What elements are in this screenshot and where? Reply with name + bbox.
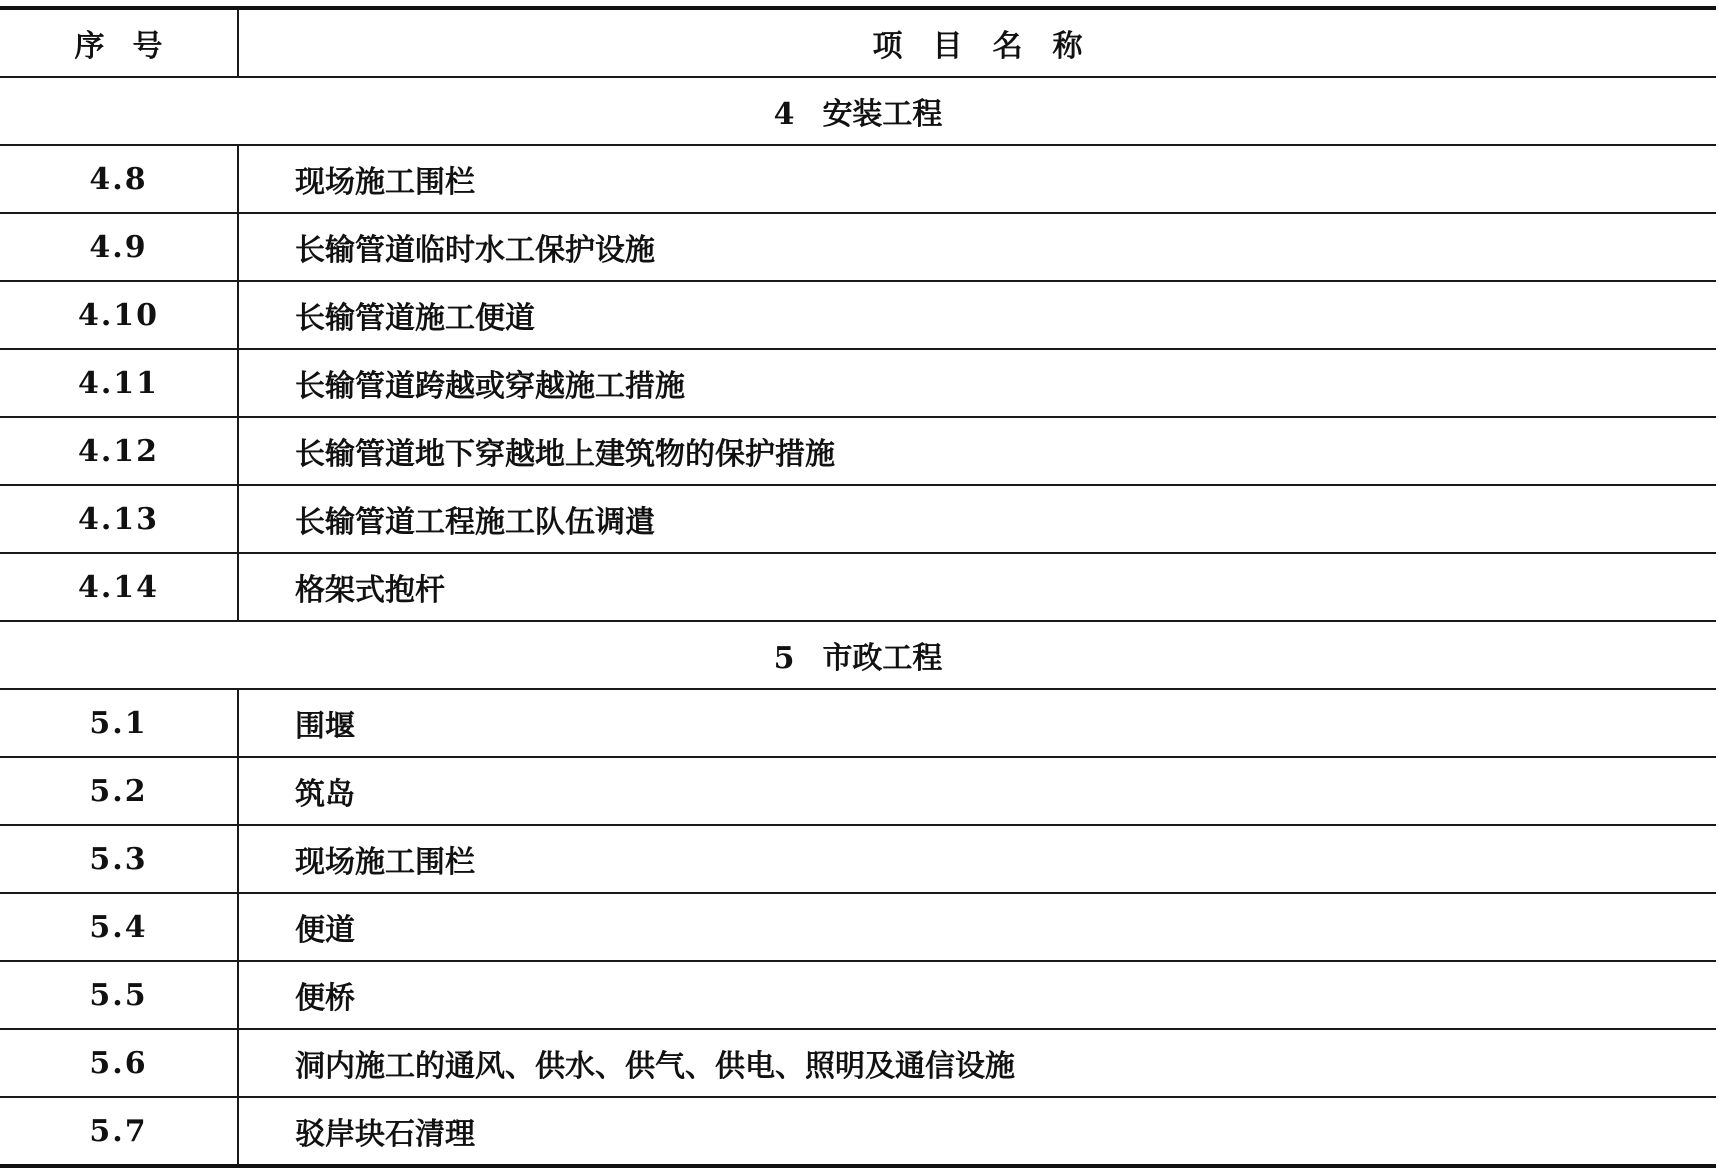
table-row: [0, 893, 1716, 961]
row-no: 4.13: [0, 485, 238, 553]
measures-table: [0, 6, 1716, 1168]
table-row: [0, 417, 1716, 485]
row-name: 现场施工围栏: [238, 145, 1716, 213]
table-row: [0, 825, 1716, 893]
row-name: 便桥: [238, 961, 1716, 1029]
row-no: 5.2: [0, 757, 238, 825]
section-number: 5: [773, 641, 795, 676]
row-no: 5.7: [0, 1097, 238, 1166]
row-name: 围堰: [238, 689, 1716, 757]
row-no: 5.5: [0, 961, 238, 1029]
row-no: 4.11: [0, 349, 238, 417]
row-name: 驳岸块石清理: [238, 1097, 1716, 1166]
section-number: 4: [773, 97, 795, 132]
table-row: [0, 213, 1716, 281]
row-name: 长输管道临时水工保护设施: [238, 213, 1716, 281]
section-row: [0, 77, 1716, 145]
section-title: 安装工程: [822, 97, 943, 132]
table-row: [0, 553, 1716, 621]
row-no: 5.3: [0, 825, 238, 893]
table-row: [0, 281, 1716, 349]
header-name: 项目名称: [238, 8, 1716, 77]
row-name: 便道: [238, 893, 1716, 961]
table-row: [0, 145, 1716, 213]
row-no: 5.1: [0, 689, 238, 757]
table-row: [0, 1029, 1716, 1097]
row-no: 4.10: [0, 281, 238, 349]
table-row: [0, 1097, 1716, 1166]
table-row: [0, 485, 1716, 553]
table-body: [0, 77, 1716, 1166]
section-row: [0, 621, 1716, 689]
row-name: 洞内施工的通风、供水、供气、供电、照明及通信设施: [238, 1029, 1716, 1097]
row-no: 4.8: [0, 145, 238, 213]
table-row: [0, 757, 1716, 825]
row-name: 现场施工围栏: [238, 825, 1716, 893]
row-name: 筑岛: [238, 757, 1716, 825]
row-no: 5.4: [0, 893, 238, 961]
section-title: 市政工程: [822, 641, 943, 676]
row-name: 格架式抱杆: [238, 553, 1716, 621]
table-row: [0, 961, 1716, 1029]
header-no: 序号: [0, 8, 238, 77]
table-row: [0, 689, 1716, 757]
section-heading: [0, 77, 1716, 145]
row-no: 4.12: [0, 417, 238, 485]
row-no: 4.9: [0, 213, 238, 281]
section-heading: [0, 621, 1716, 689]
header-row: [0, 8, 1716, 77]
row-no: 5.6: [0, 1029, 238, 1097]
row-name: 长输管道地下穿越地上建筑物的保护措施: [238, 417, 1716, 485]
row-name: 长输管道跨越或穿越施工措施: [238, 349, 1716, 417]
row-name: 长输管道工程施工队伍调遣: [238, 485, 1716, 553]
table-row: [0, 349, 1716, 417]
row-no: 4.14: [0, 553, 238, 621]
row-name: 长输管道施工便道: [238, 281, 1716, 349]
